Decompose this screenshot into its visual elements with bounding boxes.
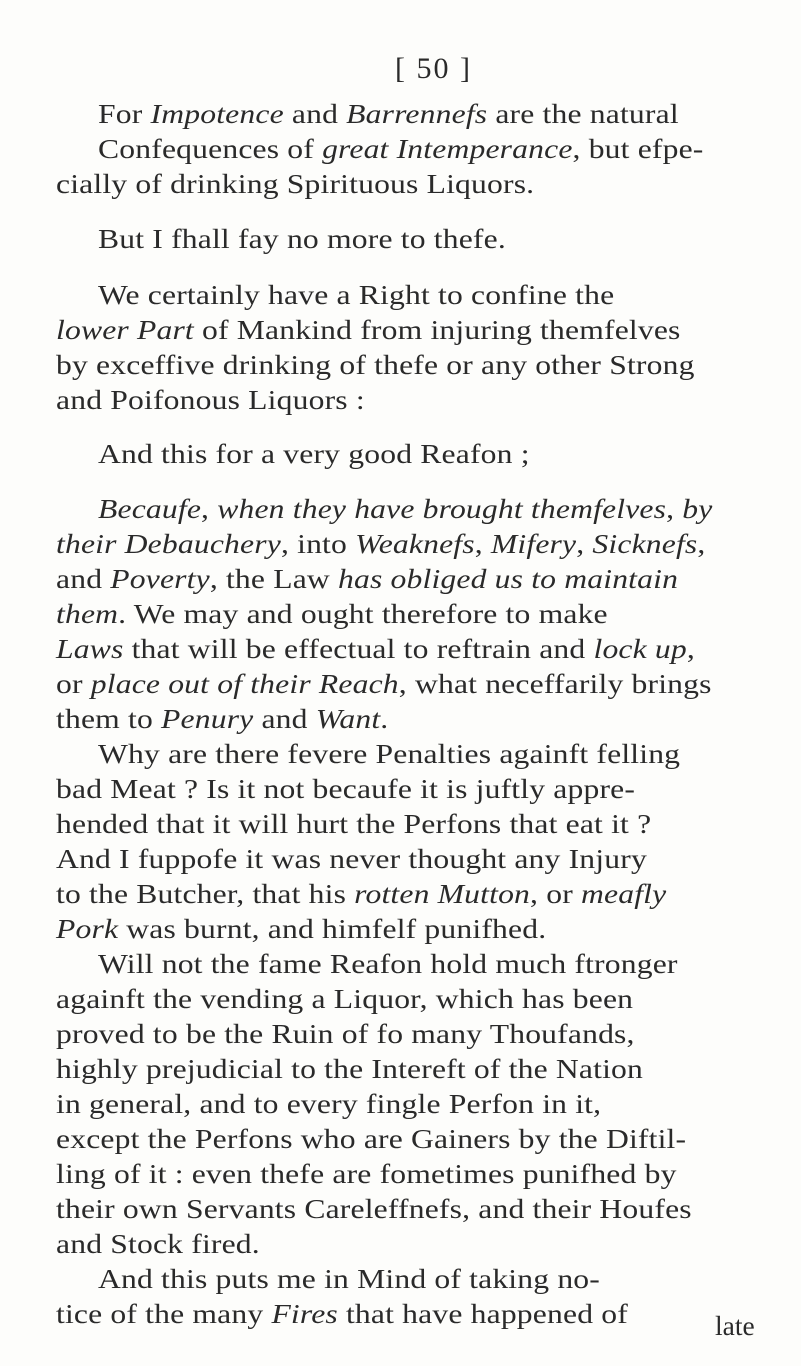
text-line: and Poifonous Liquors : <box>56 384 365 415</box>
text-line: But I fhall fay no more to thefe. <box>98 223 506 254</box>
text-line: bad Meat ? Is it not becaufe it is juftly appre- <box>56 773 636 804</box>
text-line: againft the vending a Liquor, which has been <box>56 983 634 1014</box>
text-line: their own Servants Careleffnefs, and their Houfes <box>56 1193 692 1224</box>
text-line: cially of drinking Spirituous Liquors. <box>56 168 535 199</box>
text-line: Confequences of great Intemperance, but efpe- <box>98 133 704 164</box>
text-line: in general, and to every fingle Perfon in it, <box>56 1088 602 1119</box>
text-line: them. We may and ought therefore to make <box>56 598 608 629</box>
text-line: or place out of their Reach, what neceffarily brings <box>56 668 712 699</box>
text-line: Laws that will be effectual to reftrain and lock up, <box>56 633 695 664</box>
text-line: proved to be the Ruin of fo many Thoufands, <box>56 1018 635 1049</box>
text-line: For Impotence and Barrennefs are the natural <box>98 98 679 129</box>
text-line: Why are there fevere Penalties againft felling <box>98 738 681 769</box>
text-line: by exceffive drinking of thefe or any other Strong <box>56 349 695 380</box>
catchword: late <box>715 1310 755 1341</box>
page-number: [ 50 ] <box>395 52 472 85</box>
text-line: tice of the many Fires that have happened of <box>56 1298 628 1329</box>
text-line: And this for a very good Reafon ; <box>98 438 530 469</box>
text-line: to the Butcher, that his rotten Mutton, or meafly <box>56 878 667 909</box>
text-line: except the Perfons who are Gainers by the Diftil- <box>56 1123 687 1154</box>
text-line: And this puts me in Mind of taking no- <box>98 1263 600 1294</box>
text-line: highly prejudicial to the Intereft of the Nation <box>56 1053 644 1084</box>
text-line: them to Penury and Want. <box>56 703 389 734</box>
text-line: and Stock fired. <box>56 1228 260 1259</box>
text-line: We certainly have a Right to confine the <box>98 279 615 310</box>
text-line: Will not the fame Reafon hold much ftronger <box>98 948 678 979</box>
text-line: lower Part of Mankind from injuring themfelves <box>56 314 681 345</box>
text-line: ling of it : even thefe are fometimes punifhed by <box>56 1158 677 1189</box>
text-line: And I fuppofe it was never thought any Injury <box>56 843 647 874</box>
text-line: Becaufe, when they have brought themfelves, by <box>98 493 713 524</box>
text-line: and Poverty, the Law has obliged us to maintain <box>56 563 679 594</box>
text-line: Pork was burnt, and himfelf punifhed. <box>56 913 547 944</box>
text-line: hended that it will hurt the Perfons that eat it ? <box>56 808 652 839</box>
text-line: their Debauchery, into Weaknefs, Mifery, Sicknefs, <box>56 528 706 559</box>
